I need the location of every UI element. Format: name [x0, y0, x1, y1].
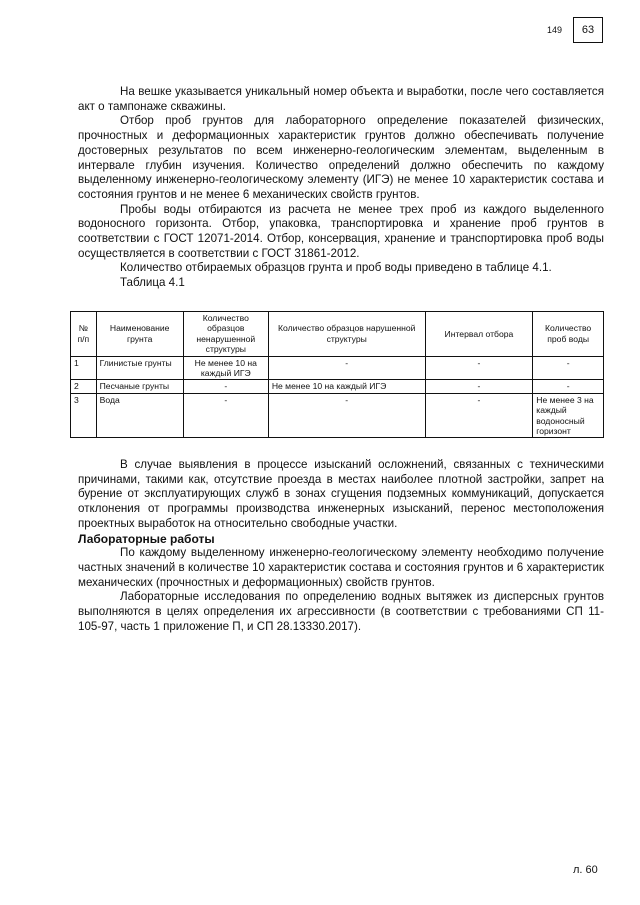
header-page-number: 149 — [547, 25, 563, 35]
footer-page-label: л. 60 — [573, 864, 598, 876]
table-header-row — [71, 312, 604, 357]
table-header-cell: № п/п — [71, 312, 97, 357]
table-header-cell: Интервал отбора — [425, 312, 533, 357]
table-row — [71, 356, 604, 380]
paragraph: Пробы воды отбираются из расчета не менее трех проб из каждого выделенного водоносного горизонта. Отбор, упаковка, транспортировка и хранение проб грунтов в соответствии с ГОСТ 12071-2014. Отбор, консервация, хранение и транспортировка проб воды осуществляется в соответствии с ГОСТ 31861-2012. — [78, 202, 604, 260]
table-cell: Не менее 3 на каждый водоносный горизонт — [533, 393, 604, 438]
paragraph: В случае выявления в процессе изысканий осложнений, связанных с техническими причинами, такими как, отсутствие проезда в местах наиболее плотной застройки, запрет на бурение от эксплуатирующих служб в зонах сгущения подземных коммуникаций, допускается отклонения от программы производства инженерных изысканий, перенос местоположения проектных выработок на относительно свободные участки. — [78, 458, 604, 530]
table-header-cell: Количество образцов ненарушенной структуры — [183, 312, 268, 357]
paragraph: Лабораторные исследования по определению водных вытяжек из дисперсных грунтов выполняются в целях определения их агрессивности (в соответствии с требованиями СП 11-105-97, часть 1 приложение П, и СП 28.13330.2017). — [78, 590, 604, 633]
table-cell: 2 — [71, 380, 97, 393]
document-body-top — [78, 85, 604, 291]
document-body-bottom — [78, 458, 604, 634]
table-cell: - — [183, 393, 268, 438]
paragraph: Отбор проб грунтов для лабораторного определение показателей физических, прочностных и деформационных характеристик грунтов должно обеспечивать получение достоверных результатов по всем инженерно-геологическим элементам, выделенным в интервале глубин изучения. Количество определений должно обеспечить по каждому выделенному инженерно-геологическому элементу (ИГЭ) не менее 10 характеристик состава и состояния грунтов и не менее 6 механических свойств грунтов. — [78, 114, 604, 201]
table-cell: - — [268, 356, 425, 380]
table-cell: Песчаные грунты — [96, 380, 183, 393]
table-caption: Таблица 4.1 — [120, 276, 185, 290]
table-header-cell: Количество образцов нарушенной структуры — [268, 312, 425, 357]
table-cell: 3 — [71, 393, 97, 438]
table-row — [71, 380, 604, 393]
table-cell: - — [425, 393, 533, 438]
table-cell: - — [183, 380, 268, 393]
table-row — [71, 393, 604, 438]
paragraph: На вешке указывается уникальный номер объекта и выработки, после чего составляется акт о тампонаже скважины. — [78, 85, 604, 113]
table-cell: Не менее 10 на каждый ИГЭ — [268, 380, 425, 393]
table-cell: Вода — [96, 393, 183, 438]
table-cell: - — [268, 393, 425, 438]
table-cell: Глинистые грунты — [96, 356, 183, 380]
paragraph: Количество отбираемых образцов грунта и проб воды приведено в таблице 4.1. — [120, 261, 552, 275]
table-cell: - — [533, 356, 604, 380]
samples-table — [70, 311, 604, 438]
table-cell: - — [533, 380, 604, 393]
section-heading: Лабораторные работы — [78, 531, 215, 546]
table-cell: - — [425, 380, 533, 393]
table-header-cell: Количество проб воды — [533, 312, 604, 357]
paragraph: По каждому выделенному инженерно-геологическому элементу необходимо получение частных значений в количестве 10 характеристик состава и состояния грунтов и 6 характеристик механических (прочностных и деформационных) свойств грунтов. — [78, 546, 604, 589]
table-cell: - — [425, 356, 533, 380]
table-header-cell: Наименование грунта — [96, 312, 183, 357]
header-boxed-number: 63 — [573, 17, 603, 43]
table-cell: Не менее 10 на каждый ИГЭ — [183, 356, 268, 380]
table-cell: 1 — [71, 356, 97, 380]
